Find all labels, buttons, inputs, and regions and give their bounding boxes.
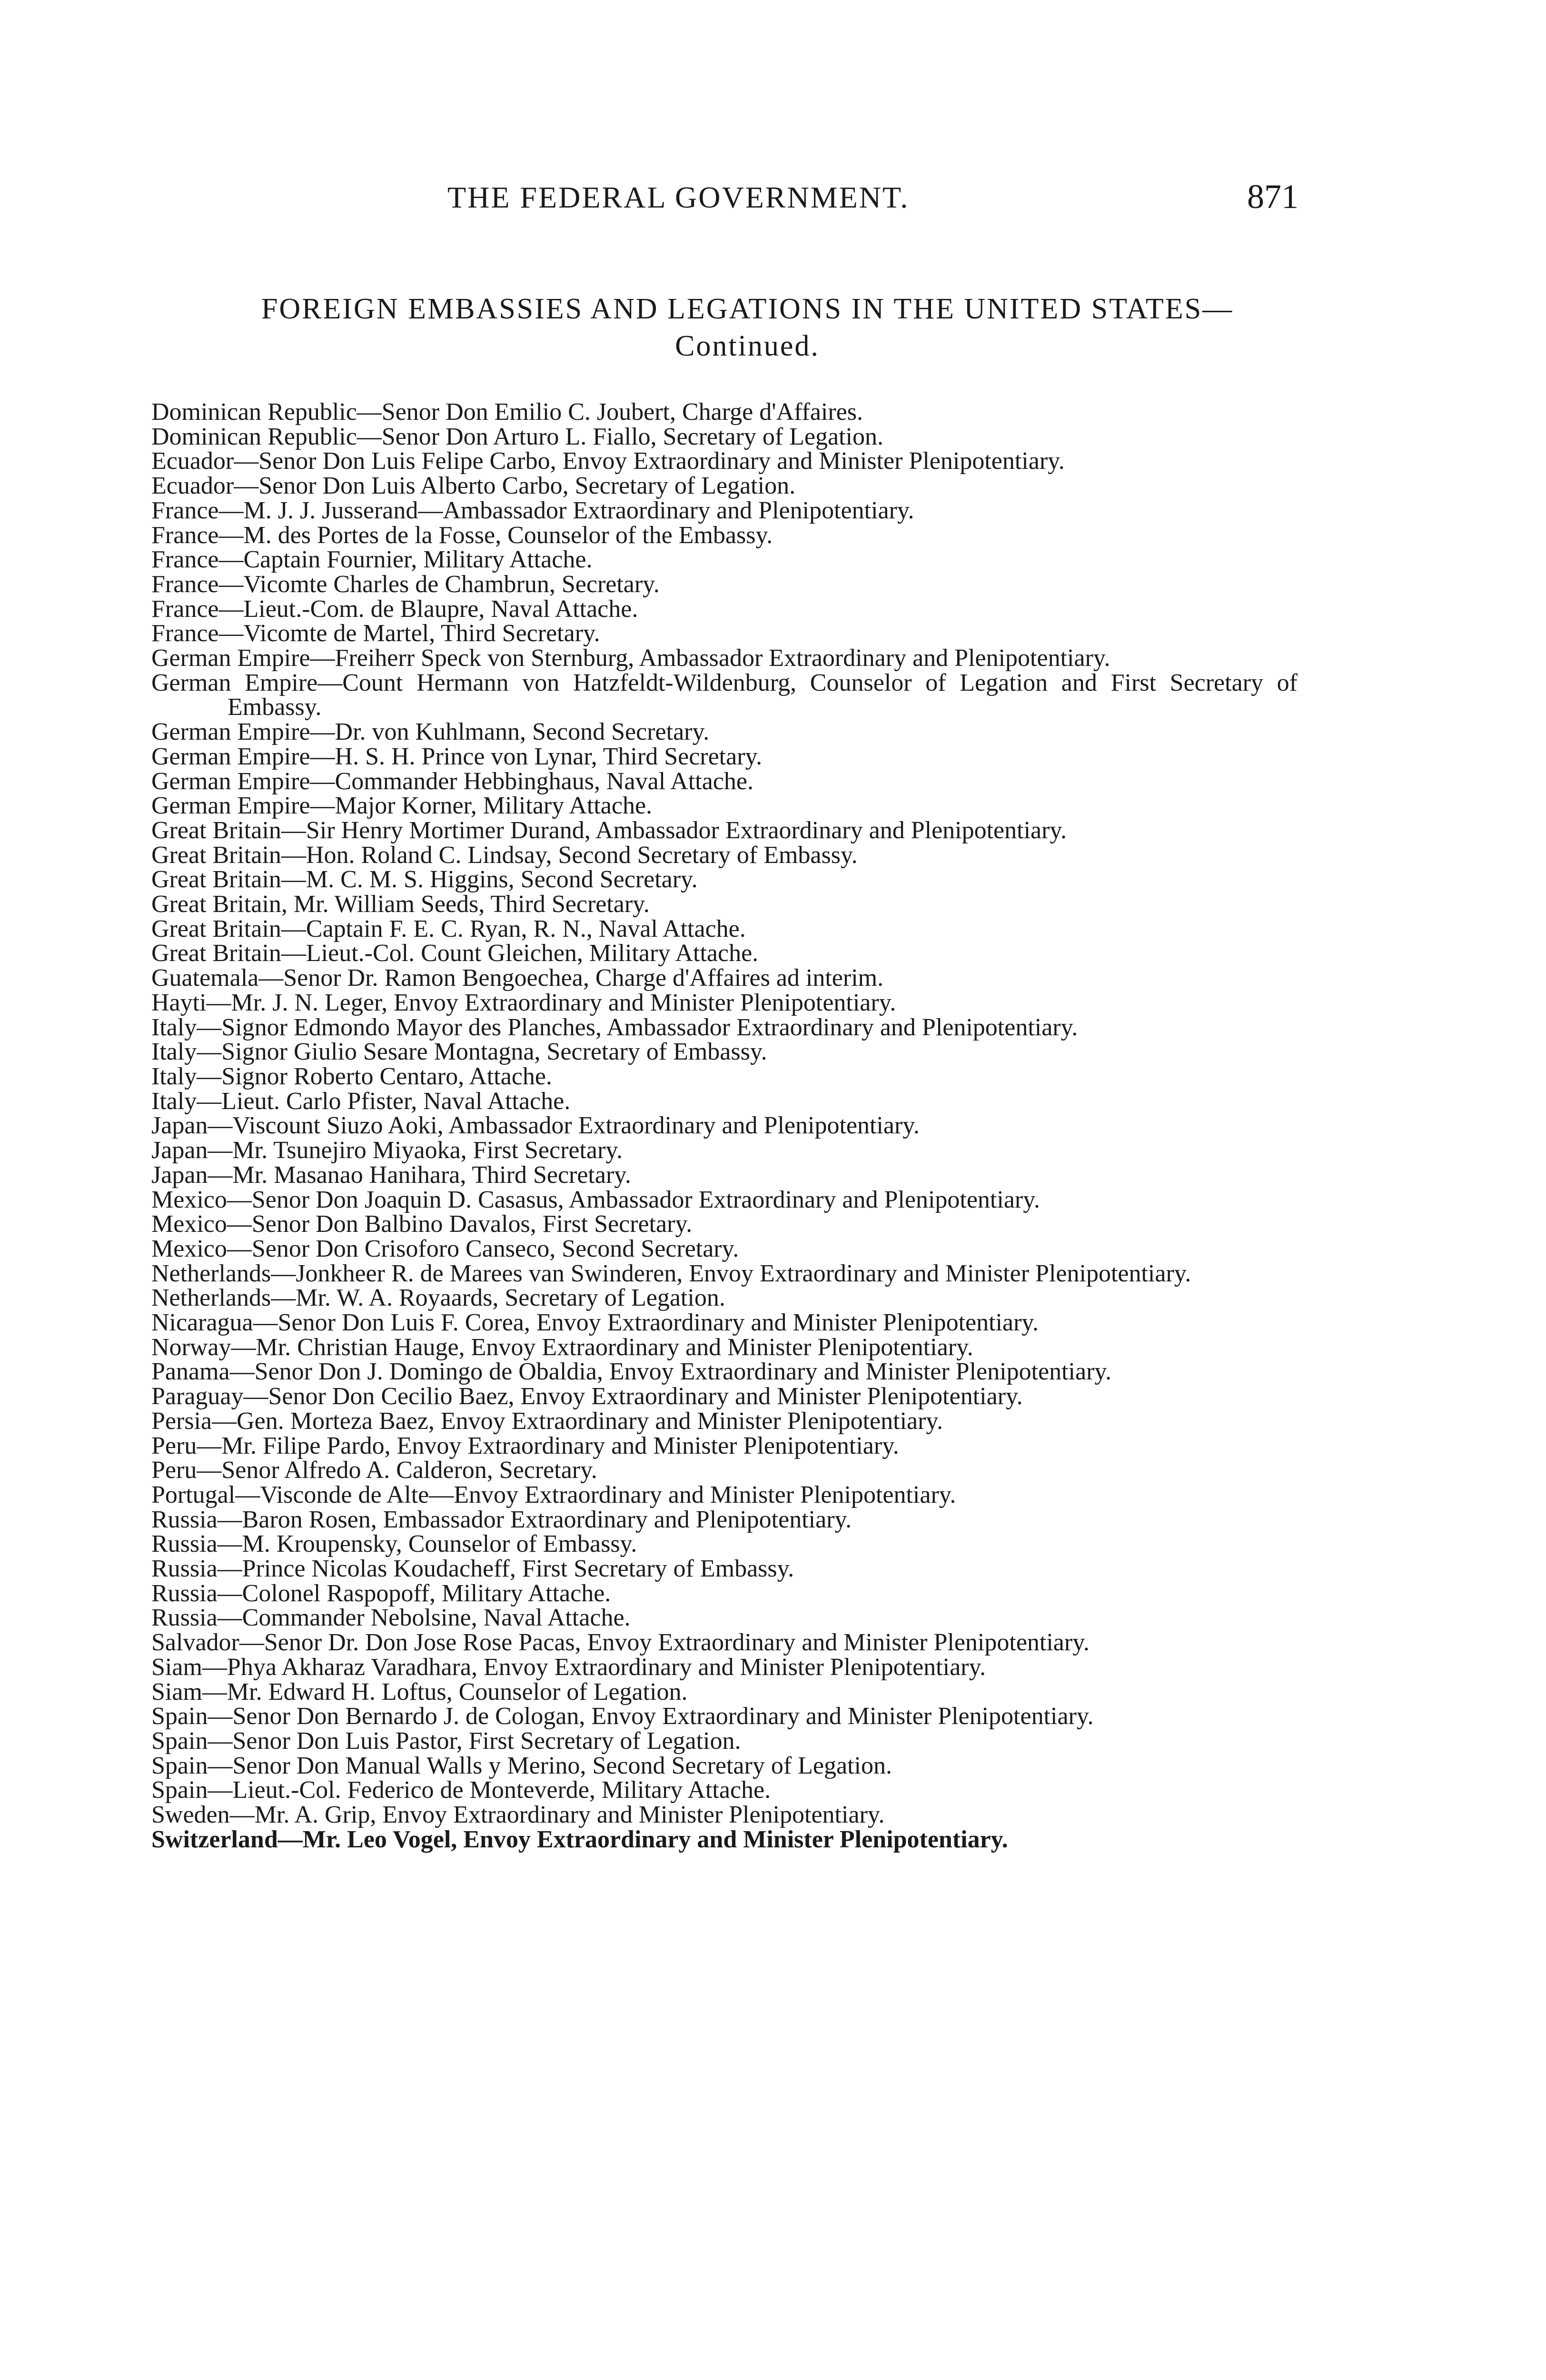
list-item: Spain—Lieut.-Col. Federico de Monteverde, Military Attache. [151,1776,771,1804]
list-item: Netherlands—Jonkheer R. de Marees van Swinderen, Envoy Extraordinary and Minister Plenipotentiary. [151,1259,1191,1287]
list-item: Dominican Republic—Senor Don Arturo L. Fiallo, Secretary of Legation. [151,423,883,450]
list-item: Spain—Senor Don Bernardo J. de Cologan, Envoy Extraordinary and Minister Plenipotentiary. [151,1703,1094,1730]
list-item: France—Vicomte Charles de Chambrun, Secretary. [151,570,660,598]
list-item: Siam—Mr. Edward H. Loftus, Counselor of Legation. [151,1678,688,1706]
list-item: Italy—Lieut. Carlo Pfister, Naval Attache. [151,1087,571,1115]
list-item: German Empire—H. S. H. Prince von Lynar, Third Secretary. [151,743,763,770]
legation-list [151,400,1298,1852]
list-item: Russia—Commander Nebolsine, Naval Attache. [151,1604,631,1632]
list-item: France—Lieut.-Com. de Blaupre, Naval Attache. [151,595,638,623]
list-item: Russia—M. Kroupensky, Counselor of Embassy. [151,1530,637,1558]
list-item: Russia—Baron Rosen, Embassador Extraordinary and Plenipotentiary. [151,1506,852,1533]
list-item: Portugal—Visconde de Alte—Envoy Extraordinary and Minister Plenipotentiary. [151,1481,956,1508]
list-item: Paraguay—Senor Don Cecilio Baez, Envoy Extraordinary and Minister Plenipotentiary. [151,1383,1023,1410]
page-number: 871 [1247,178,1298,216]
list-item: Switzerland—Mr. Leo Vogel, Envoy Extraordinary and Minister Plenipotentiary. [151,1825,1008,1853]
list-item: Panama—Senor Don J. Domingo de Obaldia, Envoy Extraordinary and Minister Plenipotentiary. [151,1358,1112,1386]
list-item: Netherlands—Mr. W. A. Royaards, Secretary of Legation. [151,1284,725,1312]
list-item: German Empire—Freiherr Speck von Sternburg, Ambassador Extraordinary and Plenipotentiary. [151,645,1110,672]
list-item: Mexico—Senor Don Joaquin D. Casasus, Ambassador Extraordinary and Plenipotentiary. [151,1186,1040,1213]
list-item: France—M. des Portes de la Fosse, Counselor of the Embassy. [151,521,773,549]
list-item: Hayti—Mr. J. N. Leger, Envoy Extraordinary and Minister Plenipotentiary. [151,989,896,1016]
list-item: Spain—Senor Don Manual Walls y Merino, Second Secretary of Legation. [151,1752,892,1779]
list-item: Great Britain—M. C. M. S. Higgins, Second Secretary. [151,866,698,893]
list-item: France—Vicomte de Martel, Third Secretary. [151,620,600,647]
list-item: Guatemala—Senor Dr. Ramon Bengoechea, Charge d'Affaires ad interim. [151,964,884,992]
list-item: Ecuador—Senor Don Luis Felipe Carbo, Envoy Extraordinary and Minister Plenipotentiary. [151,447,1065,475]
list-item: Peru—Senor Alfredo A. Calderon, Secretary. [151,1457,597,1484]
list-item: German Empire—Dr. von Kuhlmann, Second Secretary. [151,718,710,746]
list-item: Russia—Colonel Raspopoff, Military Attache. [151,1579,611,1607]
list-item: Nicaragua—Senor Don Luis F. Corea, Envoy Extraordinary and Minister Plenipotentiary. [151,1309,1039,1337]
list-item: Norway—Mr. Christian Hauge, Envoy Extraordinary and Minister Plenipotentiary. [151,1333,973,1361]
list-item: Japan—Mr. Tsunejiro Miyaoka, First Secretary. [151,1137,623,1164]
list-item: Great Britain—Sir Henry Mortimer Durand, Ambassador Extraordinary and Plenipotentiary. [151,816,1067,844]
list-item: Peru—Mr. Filipe Pardo, Envoy Extraordinary and Minister Plenipotentiary. [151,1432,899,1459]
list-item: Dominican Republic—Senor Don Emilio C. Joubert, Charge d'Affaires. [151,398,863,426]
running-header-title: THE FEDERAL GOVERNMENT. [447,180,910,214]
list-item: Great Britain—Lieut.-Col. Count Gleichen, Military Attache. [151,940,759,967]
list-item: Russia—Prince Nicolas Koudacheff, First Secretary of Embassy. [151,1555,794,1583]
list-item: Great Britain—Hon. Roland C. Lindsay, Second Secretary of Embassy. [151,841,858,869]
list-item: Italy—Signor Roberto Centaro, Attache. [151,1062,552,1090]
list-item: Spain—Senor Don Luis Pastor, First Secretary of Legation. [151,1727,741,1755]
list-item: Great Britain—Captain F. E. C. Ryan, R. N., Naval Attache. [151,915,746,942]
list-item: Mexico—Senor Don Balbino Davalos, First Secretary. [151,1210,693,1238]
list-item: German Empire—Major Korner, Military Attache. [151,792,653,820]
list-item: Sweden—Mr. A. Grip, Envoy Extraordinary and Minister Plenipotentiary. [151,1801,885,1829]
list-item: France—M. J. J. Jusserand—Ambassador Extraordinary and Plenipotentiary. [151,496,914,524]
list-item: Mexico—Senor Don Crisoforo Canseco, Second Secretary. [151,1235,739,1262]
list-item: German Empire—Commander Hebbinghaus, Naval Attache. [151,767,753,795]
section-title: FOREIGN EMBASSIES AND LEGATIONS IN THE UNITED STATES—Continued. [261,293,1234,362]
list-item: Great Britain, Mr. William Seeds, Third Secretary. [151,891,650,918]
list-item: German Empire—Count Hermann von Hatzfeldt-Wildenburg, Counselor of Legation and First Secretary of Embassy. [151,669,1298,721]
list-item: Persia—Gen. Morteza Baez, Envoy Extraordinary and Minister Plenipotentiary. [151,1407,943,1435]
list-item: Salvador—Senor Dr. Don Jose Rose Pacas, Envoy Extraordinary and Minister Plenipotentiary. [151,1629,1090,1656]
list-item: Italy—Signor Edmondo Mayor des Planches, Ambassador Extraordinary and Plenipotentiary. [151,1013,1078,1041]
list-item: Japan—Viscount Siuzo Aoki, Ambassador Extraordinary and Plenipotentiary. [151,1112,920,1140]
list-item: Japan—Mr. Masanao Hanihara, Third Secretary. [151,1161,631,1189]
list-item: France—Captain Fournier, Military Attache. [151,546,593,574]
list-item: Italy—Signor Giulio Sesare Montagna, Secretary of Embassy. [151,1038,767,1066]
list-item: Siam—Phya Akharaz Varadhara, Envoy Extraordinary and Minister Plenipotentiary. [151,1653,986,1681]
list-item: Ecuador—Senor Don Luis Alberto Carbo, Secretary of Legation. [151,472,796,500]
